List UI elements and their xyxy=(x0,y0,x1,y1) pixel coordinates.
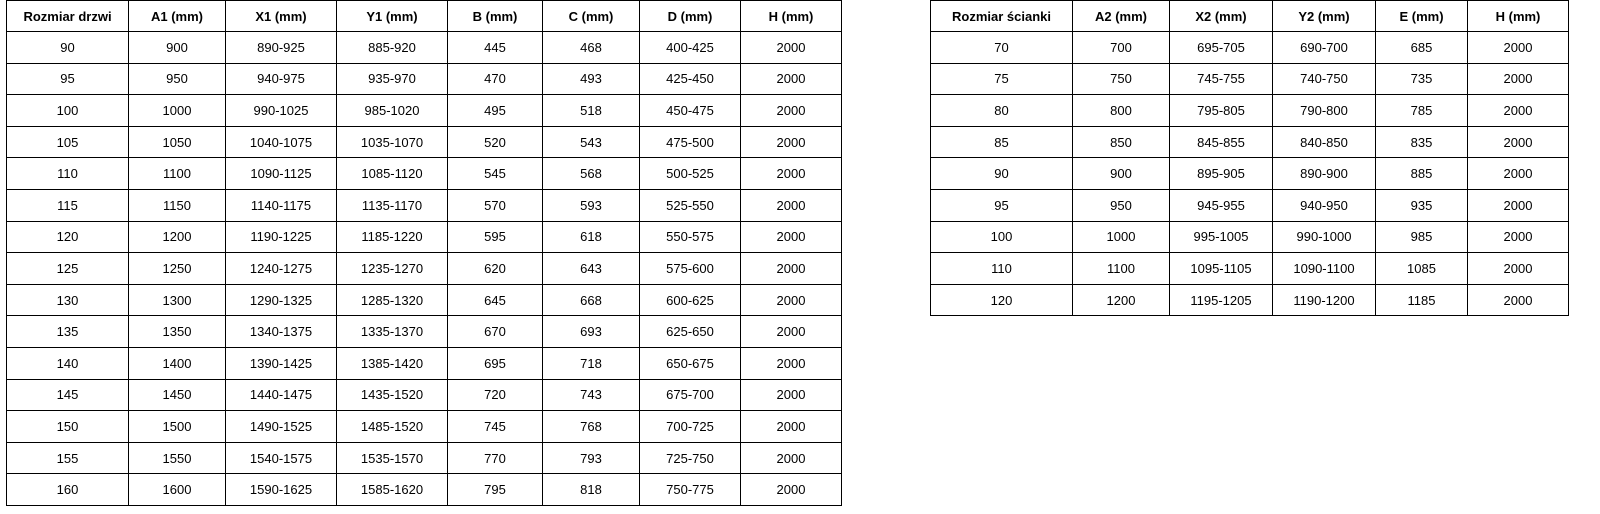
column-header-b: B (mm) xyxy=(448,1,543,32)
table-row xyxy=(931,126,1569,158)
table-cell: 2000 xyxy=(741,442,842,474)
table-cell: 145 xyxy=(7,379,129,411)
table-cell: 1200 xyxy=(1073,284,1170,316)
table-cell: 1235-1270 xyxy=(337,253,448,285)
table-cell: 2000 xyxy=(741,95,842,127)
table-cell: 985-1020 xyxy=(337,95,448,127)
table-cell: 690-700 xyxy=(1273,32,1376,64)
table-cell: 130 xyxy=(7,284,129,316)
table-row xyxy=(931,32,1569,64)
table-cell: 75 xyxy=(931,63,1073,95)
table-cell: 1090-1125 xyxy=(226,158,337,190)
table-row xyxy=(931,284,1569,316)
table-cell: 1590-1625 xyxy=(226,474,337,506)
table-cell: 1290-1325 xyxy=(226,284,337,316)
table-cell: 900 xyxy=(1073,158,1170,190)
table-cell: 1050 xyxy=(129,126,226,158)
walls-table-container xyxy=(930,0,1569,316)
table-cell: 1135-1170 xyxy=(337,189,448,221)
table-cell: 493 xyxy=(543,63,640,95)
table-cell: 745-755 xyxy=(1170,63,1273,95)
column-header-y1: Y1 (mm) xyxy=(337,1,448,32)
table-cell: 750 xyxy=(1073,63,1170,95)
table-cell: 2000 xyxy=(741,253,842,285)
walls-dimensions-table xyxy=(930,0,1569,316)
table-row xyxy=(931,221,1569,253)
table-header-row xyxy=(931,1,1569,32)
table-cell: 885 xyxy=(1376,158,1468,190)
table-cell: 1250 xyxy=(129,253,226,285)
table-cell: 1550 xyxy=(129,442,226,474)
table-cell: 2000 xyxy=(1468,158,1569,190)
table-cell: 2000 xyxy=(741,158,842,190)
table-cell: 840-850 xyxy=(1273,126,1376,158)
table-cell: 100 xyxy=(7,95,129,127)
table-cell: 595 xyxy=(448,221,543,253)
table-cell: 2000 xyxy=(1468,95,1569,127)
table-cell: 1085-1120 xyxy=(337,158,448,190)
doors-table-container xyxy=(6,0,842,506)
table-cell: 100 xyxy=(931,221,1073,253)
table-cell: 700-725 xyxy=(640,411,741,443)
table-cell: 2000 xyxy=(741,221,842,253)
table-cell: 645 xyxy=(448,284,543,316)
table-cell: 2000 xyxy=(741,316,842,348)
table-cell: 995-1005 xyxy=(1170,221,1273,253)
table-cell: 885-920 xyxy=(337,32,448,64)
table-cell: 850 xyxy=(1073,126,1170,158)
table-row xyxy=(7,158,842,190)
table-cell: 940-950 xyxy=(1273,189,1376,221)
table-cell: 150 xyxy=(7,411,129,443)
table-cell: 1500 xyxy=(129,411,226,443)
table-row xyxy=(7,126,842,158)
walls-table-header xyxy=(931,1,1569,32)
doors-table-body xyxy=(7,32,842,506)
table-cell: 593 xyxy=(543,189,640,221)
table-cell: 1440-1475 xyxy=(226,379,337,411)
table-cell: 110 xyxy=(931,253,1073,285)
table-cell: 1040-1075 xyxy=(226,126,337,158)
column-header-rozmiar-scianki: Rozmiar ścianki xyxy=(931,1,1073,32)
table-cell: 1340-1375 xyxy=(226,316,337,348)
table-cell: 770 xyxy=(448,442,543,474)
table-row xyxy=(931,95,1569,127)
table-cell: 2000 xyxy=(741,189,842,221)
table-cell: 2000 xyxy=(741,63,842,95)
table-cell: 160 xyxy=(7,474,129,506)
table-cell: 945-955 xyxy=(1170,189,1273,221)
doors-table-header xyxy=(7,1,842,32)
table-cell: 795-805 xyxy=(1170,95,1273,127)
table-cell: 110 xyxy=(7,158,129,190)
table-cell: 1285-1320 xyxy=(337,284,448,316)
table-row xyxy=(7,189,842,221)
table-row xyxy=(7,474,842,506)
table-cell: 750-775 xyxy=(640,474,741,506)
table-cell: 790-800 xyxy=(1273,95,1376,127)
table-cell: 718 xyxy=(543,347,640,379)
table-row xyxy=(7,442,842,474)
table-cell: 685 xyxy=(1376,32,1468,64)
table-cell: 1085 xyxy=(1376,253,1468,285)
table-row xyxy=(7,347,842,379)
column-header-x1: X1 (mm) xyxy=(226,1,337,32)
doors-dimensions-table xyxy=(6,0,842,506)
table-cell: 1195-1205 xyxy=(1170,284,1273,316)
table-cell: 2000 xyxy=(1468,284,1569,316)
table-cell: 1000 xyxy=(1073,221,1170,253)
table-cell: 2000 xyxy=(1468,126,1569,158)
column-header-y2: Y2 (mm) xyxy=(1273,1,1376,32)
table-cell: 2000 xyxy=(1468,221,1569,253)
table-cell: 1385-1420 xyxy=(337,347,448,379)
table-cell: 1000 xyxy=(129,95,226,127)
column-header-h: H (mm) xyxy=(741,1,842,32)
table-cell: 70 xyxy=(931,32,1073,64)
table-cell: 105 xyxy=(7,126,129,158)
column-header-x2: X2 (mm) xyxy=(1170,1,1273,32)
table-cell: 1535-1570 xyxy=(337,442,448,474)
table-cell: 1185 xyxy=(1376,284,1468,316)
table-cell: 740-750 xyxy=(1273,63,1376,95)
table-cell: 2000 xyxy=(741,126,842,158)
column-header-e: E (mm) xyxy=(1376,1,1468,32)
table-cell: 1585-1620 xyxy=(337,474,448,506)
table-cell: 890-925 xyxy=(226,32,337,64)
table-row xyxy=(7,95,842,127)
table-cell: 120 xyxy=(931,284,1073,316)
table-row xyxy=(7,316,842,348)
table-cell: 818 xyxy=(543,474,640,506)
table-cell: 1335-1370 xyxy=(337,316,448,348)
table-cell: 543 xyxy=(543,126,640,158)
table-cell: 990-1000 xyxy=(1273,221,1376,253)
table-cell: 400-425 xyxy=(640,32,741,64)
table-cell: 518 xyxy=(543,95,640,127)
table-cell: 835 xyxy=(1376,126,1468,158)
table-cell: 935-970 xyxy=(337,63,448,95)
table-cell: 2000 xyxy=(1468,189,1569,221)
table-cell: 1035-1070 xyxy=(337,126,448,158)
table-cell: 80 xyxy=(931,95,1073,127)
table-cell: 2000 xyxy=(1468,32,1569,64)
table-cell: 935 xyxy=(1376,189,1468,221)
table-cell: 1100 xyxy=(1073,253,1170,285)
table-cell: 1485-1520 xyxy=(337,411,448,443)
table-cell: 668 xyxy=(543,284,640,316)
table-cell: 475-500 xyxy=(640,126,741,158)
table-cell: 985 xyxy=(1376,221,1468,253)
table-cell: 1450 xyxy=(129,379,226,411)
column-header-a1: A1 (mm) xyxy=(129,1,226,32)
table-cell: 1150 xyxy=(129,189,226,221)
table-cell: 795 xyxy=(448,474,543,506)
column-header-rozmiar-drzwi: Rozmiar drzwi xyxy=(7,1,129,32)
table-cell: 1490-1525 xyxy=(226,411,337,443)
table-cell: 1185-1220 xyxy=(337,221,448,253)
table-cell: 720 xyxy=(448,379,543,411)
table-cell: 895-905 xyxy=(1170,158,1273,190)
table-cell: 618 xyxy=(543,221,640,253)
table-cell: 2000 xyxy=(741,284,842,316)
table-cell: 793 xyxy=(543,442,640,474)
table-row xyxy=(7,284,842,316)
table-cell: 140 xyxy=(7,347,129,379)
table-cell: 1300 xyxy=(129,284,226,316)
table-cell: 950 xyxy=(129,63,226,95)
table-header-row xyxy=(7,1,842,32)
table-cell: 2000 xyxy=(741,32,842,64)
table-cell: 95 xyxy=(931,189,1073,221)
table-cell: 135 xyxy=(7,316,129,348)
table-cell: 990-1025 xyxy=(226,95,337,127)
table-cell: 940-975 xyxy=(226,63,337,95)
table-row xyxy=(7,411,842,443)
table-cell: 890-900 xyxy=(1273,158,1376,190)
table-cell: 1400 xyxy=(129,347,226,379)
table-cell: 1090-1100 xyxy=(1273,253,1376,285)
table-cell: 570 xyxy=(448,189,543,221)
table-cell: 1140-1175 xyxy=(226,189,337,221)
table-row xyxy=(7,63,842,95)
table-cell: 468 xyxy=(543,32,640,64)
table-cell: 1390-1425 xyxy=(226,347,337,379)
table-cell: 445 xyxy=(448,32,543,64)
table-cell: 1190-1225 xyxy=(226,221,337,253)
table-cell: 670 xyxy=(448,316,543,348)
table-cell: 1095-1105 xyxy=(1170,253,1273,285)
table-cell: 2000 xyxy=(741,474,842,506)
table-cell: 845-855 xyxy=(1170,126,1273,158)
table-cell: 2000 xyxy=(741,379,842,411)
table-cell: 425-450 xyxy=(640,63,741,95)
table-cell: 695-705 xyxy=(1170,32,1273,64)
table-cell: 450-475 xyxy=(640,95,741,127)
table-cell: 575-600 xyxy=(640,253,741,285)
table-cell: 90 xyxy=(931,158,1073,190)
table-cell: 620 xyxy=(448,253,543,285)
table-cell: 470 xyxy=(448,63,543,95)
table-cell: 768 xyxy=(543,411,640,443)
table-cell: 1240-1275 xyxy=(226,253,337,285)
table-cell: 500-525 xyxy=(640,158,741,190)
table-row xyxy=(931,189,1569,221)
table-row xyxy=(7,253,842,285)
table-cell: 545 xyxy=(448,158,543,190)
table-row xyxy=(7,221,842,253)
column-header-c: C (mm) xyxy=(543,1,640,32)
table-cell: 675-700 xyxy=(640,379,741,411)
table-cell: 120 xyxy=(7,221,129,253)
table-row xyxy=(7,379,842,411)
table-cell: 745 xyxy=(448,411,543,443)
table-cell: 90 xyxy=(7,32,129,64)
table-cell: 650-675 xyxy=(640,347,741,379)
table-cell: 1600 xyxy=(129,474,226,506)
table-cell: 743 xyxy=(543,379,640,411)
table-cell: 700 xyxy=(1073,32,1170,64)
table-cell: 495 xyxy=(448,95,543,127)
table-cell: 735 xyxy=(1376,63,1468,95)
table-cell: 2000 xyxy=(1468,253,1569,285)
table-cell: 785 xyxy=(1376,95,1468,127)
table-cell: 900 xyxy=(129,32,226,64)
table-row xyxy=(931,63,1569,95)
table-cell: 600-625 xyxy=(640,284,741,316)
table-cell: 1540-1575 xyxy=(226,442,337,474)
table-cell: 2000 xyxy=(1468,63,1569,95)
column-header-a2: A2 (mm) xyxy=(1073,1,1170,32)
table-cell: 1350 xyxy=(129,316,226,348)
walls-table-body xyxy=(931,32,1569,316)
table-cell: 95 xyxy=(7,63,129,95)
table-cell: 525-550 xyxy=(640,189,741,221)
table-cell: 568 xyxy=(543,158,640,190)
table-cell: 693 xyxy=(543,316,640,348)
table-cell: 550-575 xyxy=(640,221,741,253)
table-row xyxy=(931,253,1569,285)
table-cell: 950 xyxy=(1073,189,1170,221)
table-row xyxy=(7,32,842,64)
table-cell: 2000 xyxy=(741,411,842,443)
table-cell: 1435-1520 xyxy=(337,379,448,411)
column-header-d: D (mm) xyxy=(640,1,741,32)
table-cell: 1200 xyxy=(129,221,226,253)
table-cell: 800 xyxy=(1073,95,1170,127)
table-row xyxy=(931,158,1569,190)
table-cell: 695 xyxy=(448,347,543,379)
table-cell: 85 xyxy=(931,126,1073,158)
table-cell: 625-650 xyxy=(640,316,741,348)
table-cell: 2000 xyxy=(741,347,842,379)
table-cell: 125 xyxy=(7,253,129,285)
table-cell: 520 xyxy=(448,126,543,158)
table-cell: 115 xyxy=(7,189,129,221)
table-cell: 725-750 xyxy=(640,442,741,474)
table-cell: 155 xyxy=(7,442,129,474)
table-cell: 1190-1200 xyxy=(1273,284,1376,316)
table-cell: 643 xyxy=(543,253,640,285)
table-cell: 1100 xyxy=(129,158,226,190)
column-header-h: H (mm) xyxy=(1468,1,1569,32)
